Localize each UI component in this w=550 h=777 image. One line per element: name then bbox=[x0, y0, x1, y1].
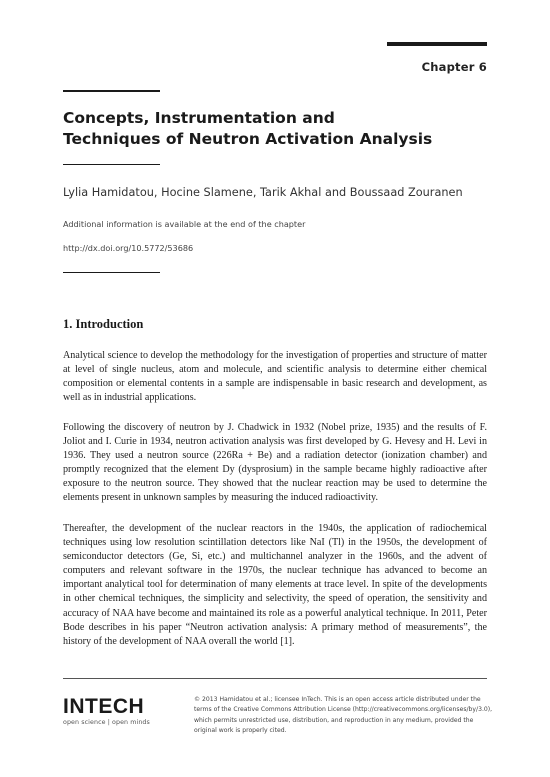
doi-bottom-rule bbox=[63, 272, 160, 273]
chapter-title bbox=[63, 108, 503, 150]
title-line-2: Techniques of Neutron Activation Analysis bbox=[63, 130, 433, 148]
top-right-rule bbox=[387, 42, 487, 46]
chapter-label: Chapter 6 bbox=[421, 60, 487, 74]
section-heading: 1. Introduction bbox=[63, 317, 144, 331]
body-paragraph: Following the discovery of neutron by J. Chadwick in 1932 (Nobel prize, 1935) and the results of F. Joliot and I. Curie in 1934, neutron activation analysis was first developed by G. Hevesy and H. Levi in 1936. They used a neutron source (226Ra + Be) and a radiation detector (ionization chamber) and promptly recognized that the element Dy (dysprosium) in the sample became highly radioactive after exposure to the neutron source. They showed that the nuclear reaction may be used to determine the elements present in unknown samples by measuring the induced radioactivity. bbox=[63, 422, 487, 504]
body-paragraph: Analytical science to develop the methodology for the investigation of properties and structure of matter at level of single nucleus, atom and molecule, and scientific analysis to determine either chemical composition or elemental contents in a sample are indispensable in basic research and development, as well as in industrial applications. bbox=[63, 350, 487, 404]
body-paragraph: Thereafter, the development of the nuclear reactors in the 1940s, the application of radiochemical techniques using low resolution scintillation detectors like NaI (Tl) in the 1950s, the development of semiconductor detectors (Ge, Si, etc.) and multichannel analyzer in the 1960s, and the advent of computers and relevant software in the 1970s, the nuclear technique has advanced to become an important analytical tool for determination of many elements at trace level. In spite of the developments in other chemical techniques, the simplicity and selectivity, the speed of operation, the sensitivity and accuracy of NAA have become and maintained its role as a powerful analytical technique. In 2011, Peter Bode describes in his paper “Neutron activation analysis: A primary method of measurements”, the history of the development of NAA overall the world [1]. bbox=[63, 523, 487, 647]
author-list: Lylia Hamidatou, Hocine Slamene, Tarik Akhal and Boussaad Zouranen bbox=[63, 186, 463, 199]
license-notice: © 2013 Hamidatou et al.; licensee InTech. This is an open access article distributed under the terms of the Creative Commons Attribution License (http://creativecommons.org/licenses/by/3.0), which permits unrestricted use, distribution, and reproduction in any medium, provided the original work is properly cited. bbox=[194, 696, 493, 735]
title-bottom-rule bbox=[63, 164, 160, 165]
logo-tagline: open science | open minds bbox=[63, 719, 150, 726]
footer-rule bbox=[63, 678, 487, 679]
title-line-1: Concepts, Instrumentation and bbox=[63, 109, 335, 127]
additional-info-note: Additional information is available at the end of the chapter bbox=[63, 219, 306, 229]
logo-wordmark: INTECH bbox=[63, 695, 145, 718]
intech-logo bbox=[63, 696, 150, 726]
doi-link[interactable]: http://dx.doi.org/10.5772/53686 bbox=[63, 243, 194, 253]
title-top-rule bbox=[63, 90, 160, 92]
